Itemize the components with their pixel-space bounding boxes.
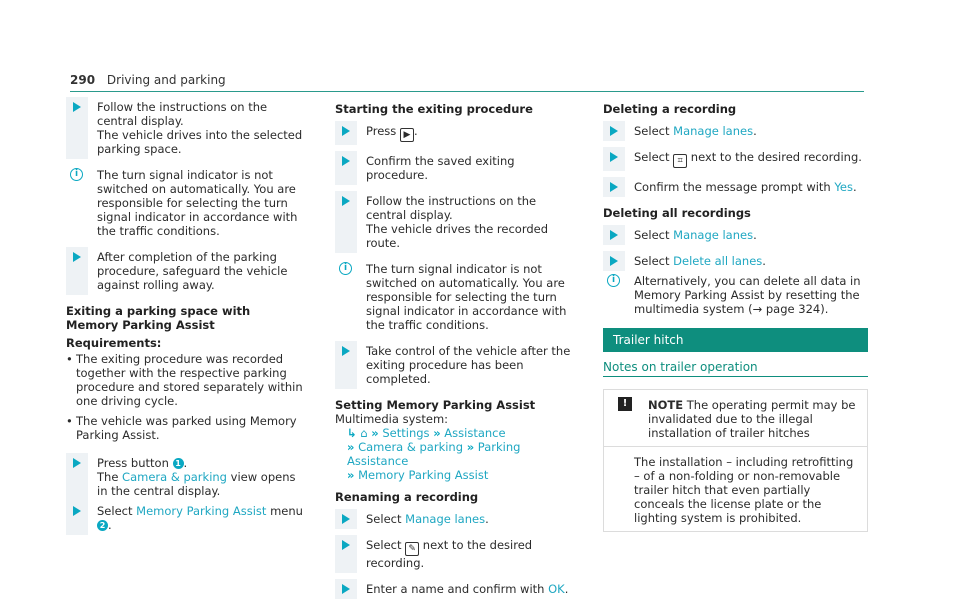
path-assistance[interactable]: Assistance [444,426,506,440]
camera-parking-link[interactable]: Camera & parking [122,470,227,484]
notes-subheading: Notes on trailer operation [603,360,868,377]
step-select-delete-all: Select Delete all lanes. [603,254,868,268]
page-number: 290 [70,73,96,87]
step-follow: Follow the instructions on the central display. The vehicle drives into the selected parking space. [66,100,306,156]
note-box [603,389,868,532]
column-3 [603,100,868,532]
section-title: Driving and parking [106,73,226,87]
step-confirm-yes: Confirm the message prompt with Yes. [603,180,868,194]
trailer-hitch-bar: Trailer hitch [603,328,868,352]
step-arrow-icon [342,584,350,594]
trash-icon[interactable]: ⌗ [673,154,687,168]
path-arrow-icon: ↳ [347,426,357,440]
step-select-menu: Select Memory Parking Assist menu 2 . [66,504,306,532]
step-select-manage-3: Select Manage lanes. [603,228,868,242]
info-alternatively: i Alternatively, you can delete all data in Memory Parking Assist by resetting the multimedia system (→ page 324). [603,274,868,316]
callout-2: 2 [97,520,108,531]
manage-lanes-link[interactable]: Manage lanes [673,124,754,138]
pen-icon[interactable]: ✎ [405,542,419,556]
step-arrow-icon [342,346,350,356]
requirement-item: • The vehicle was parked using Memory Parking Assist. [66,414,306,442]
requirement-item: • The exiting procedure was recorded together with the respective parking procedure and stored separately within one driving cycle. [66,352,306,408]
step-arrow-icon [610,152,618,162]
step-arrow-icon [73,458,81,468]
requirements-label: Requirements: [66,336,162,350]
yes-link[interactable]: Yes [834,180,853,194]
step-arrow-icon [610,256,618,266]
path-parking-assistance[interactable]: Parking Assistance [347,440,521,468]
step-select-pen: Select ✎ next to the desired recording. [335,538,575,570]
step-select-manage-2: Select Manage lanes. [603,124,868,138]
manage-lanes-link[interactable]: Manage lanes [673,228,754,242]
home-icon[interactable]: ⌂ [360,426,368,440]
delete-all-lanes-link[interactable]: Delete all lanes [673,254,763,268]
step-arrow-icon [610,182,618,192]
header-divider [70,91,864,92]
step-press-play: Press ▶ . [335,124,575,142]
info-icon: i [339,262,352,275]
info-icon: i [607,274,620,287]
heading-setting: Setting Memory Parking Assist [335,398,536,412]
step-arrow-icon [73,102,81,112]
step-safeguard: After completion of the parking procedure, safeguard the vehicle against rolling away. [66,250,306,292]
heading-delete-all: Deleting all recordings [603,206,751,220]
step-follow-2: Follow the instructions on the central display. The vehicle drives the recorded route. [335,194,575,250]
note-label: NOTE [648,398,684,412]
heading-delete: Deleting a recording [603,102,737,116]
manage-lanes-link[interactable]: Manage lanes [405,512,486,526]
step-select-manage: Select Manage lanes. [335,512,575,526]
chevron-icon: » [371,426,379,440]
step-select-trash: Select ⌗ next to the desired recording. [603,150,868,168]
play-icon[interactable]: ▶ [400,128,414,142]
menu-path [335,426,575,482]
note-text: The operating permit may be invalidated due to the illegal installation of trailer hitches [648,398,856,440]
chevron-icon: » [433,426,441,440]
step-arrow-icon [342,196,350,206]
step-arrow-icon [342,156,350,166]
info-icon: i [70,168,83,181]
step-press-button: Press button 1 . The Camera & parking view opens in the central display. [66,456,306,498]
column-1 [66,100,306,544]
path-camera-parking[interactable]: Camera & parking [358,440,464,454]
chevron-icon: » [347,468,355,482]
callout-1: 1 [173,458,184,469]
multimedia-label: Multimedia system: [335,412,449,426]
step-arrow-icon [73,506,81,516]
path-settings[interactable]: Settings [382,426,430,440]
step-arrow-icon [73,252,81,262]
page-header [70,73,226,87]
column-2 [335,100,575,608]
path-memory-parking-assist[interactable]: Memory Parking Assist [358,468,489,482]
info-turn-signal: i The turn signal indicator is not switched on automatically. You are responsible for selecting the turn signal indicator in accordance with the traffic conditions. [66,168,306,238]
heading-starting: Starting the exiting procedure [335,102,533,116]
chevron-icon: » [466,440,475,454]
info-turn-signal-2: i The turn signal indicator is not switched on automatically. You are responsible for selecting the turn signal indicator in accordance with the traffic conditions. [335,262,575,332]
note-body: The installation – including retrofitting – of a non-folding or non-removable trailer hitch that even partially conceals the license plate or the lighting system is prohibited. [634,455,854,525]
step-enter-name: Enter a name and confirm with OK. [335,582,575,596]
step-take-control: Take control of the vehicle after the exiting procedure has been completed. [335,344,575,386]
heading-exiting: Exiting a parking space with Memory Parking Assist [66,304,251,332]
step-arrow-icon [610,126,618,136]
step-arrow-icon [610,230,618,240]
chevron-icon: » [347,440,355,454]
ok-link[interactable]: OK [548,582,565,596]
heading-rename: Renaming a recording [335,490,479,504]
memory-parking-assist-link[interactable]: Memory Parking Assist [136,504,267,518]
step-arrow-icon [342,540,350,550]
step-confirm: Confirm the saved exiting procedure. [335,154,575,182]
warning-icon: ! [618,397,632,411]
step-arrow-icon [342,514,350,524]
step-arrow-icon [342,126,350,136]
